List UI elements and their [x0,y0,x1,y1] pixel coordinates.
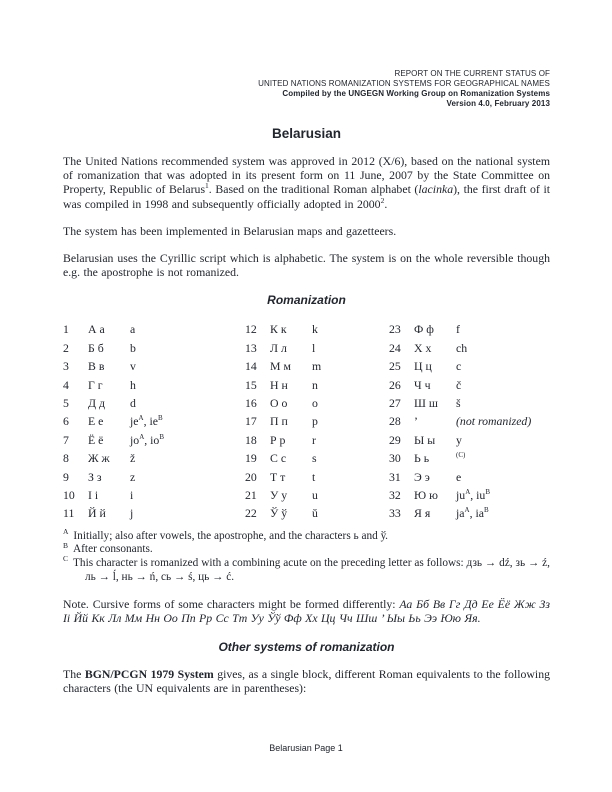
table-row [245,449,389,467]
text-segment: je [130,414,139,429]
cyrillic-letters: Ф ф [414,322,434,337]
text-segment: ), the first draft of it was compiled in 1998 and subsequently officially adopted in 2000 [63,182,551,211]
entry-number: 17 [245,414,257,429]
latin-equivalent [312,320,389,338]
entry-number: 21 [245,487,257,502]
footnote-text: Initially; also after vowels, the apostrophe, and the characters ь and ў. [73,529,388,542]
entry-number: 15 [245,377,257,392]
paragraph-implemented: The system has been implemented in Belarusian maps and gazetteers. [63,223,397,238]
romanization-heading: Romanization [267,293,346,308]
table-row [389,339,550,357]
text-segment: n [312,377,318,392]
bgn-system-name: BGN/PCGN 1979 System [84,666,214,681]
entry-number: 20 [245,469,257,484]
cyrillic-letters: Н н [270,377,288,392]
footnote-text: After consonants. [73,543,153,556]
cyrillic-letters: Б б [88,340,104,355]
table-column [389,320,550,522]
cyrillic-letters: Ы ы [414,432,436,447]
table-row [63,468,245,486]
text-segment: ja [456,506,465,521]
table-row [245,320,389,338]
superscript-ref: (C) [456,451,466,460]
text-segment: u [312,487,318,502]
entry-number: 32 [389,487,401,502]
entry-number: 30 [389,451,401,466]
latin-equivalent [130,449,245,467]
cyrillic-letters: Ч ч [414,377,431,392]
italic-text: (not romanized) [456,414,532,429]
cyrillic-letters: Э э [414,469,430,484]
cyrillic-letters: А а [88,322,105,337]
latin-equivalent [130,504,245,522]
cyrillic-letters: ’ [414,414,418,429]
note-cyrillic-list: Аа Бб Вв Гг Дд Ее Ёё Жж Зз Іі Йй Кк Лл Мм Нн Оо Пп Рр Сс Тт Уу Ўў Фф Хх Цц Чч Шш ’ Ыы Ьь Ээ Юю Яя. [63,597,550,626]
table-row [389,357,550,375]
entry-number: 3 [63,359,69,374]
paragraph-cyrillic: Belarusian uses the Cyrillic script which is alphabetic. The system is on the whole reversible though e.g. the apostrophe is not romanized. [63,251,550,280]
table-row [389,394,550,412]
entry-number: 8 [63,451,69,466]
entry-number: 27 [389,395,401,410]
text-segment: v [130,359,136,374]
entry-number: 26 [389,377,401,392]
text-segment: m [312,359,322,374]
entry-number: 16 [245,395,257,410]
entry-number: 11 [63,506,75,521]
latin-equivalent [456,468,550,486]
table-row [389,504,550,522]
text-segment: j [130,506,134,521]
cyrillic-letters: Г г [88,377,103,392]
table-row [63,376,245,394]
entry-number: 24 [389,340,401,355]
latin-equivalent [130,412,245,430]
table-row [245,357,389,375]
superscript-ref: A [138,414,144,423]
footnote-text: This character is romanized with a combining acute on the preceding letter as follows: дзь → dź, зь → ź, ль → ĺ, нь → ń, сь → ś, ць → ć. [73,556,550,583]
text-segment: ch [456,340,468,355]
footnote-marker: A [63,526,69,536]
text-segment: f [456,322,460,337]
footnote [63,540,550,557]
text-segment: c [456,359,462,374]
cyrillic-letters: Ж ж [88,451,110,466]
entry-number: 13 [245,340,257,355]
entry-number: 25 [389,359,401,374]
entry-number: 4 [63,377,69,392]
table-row [245,376,389,394]
cyrillic-letters: Р р [270,432,286,447]
latin-equivalent [130,486,245,504]
entry-number: 19 [245,451,257,466]
table-row [389,376,550,394]
entry-number: 29 [389,432,401,447]
table-row [245,394,389,412]
text-segment: . [384,196,388,211]
latin-equivalent [456,486,550,504]
superscript-ref: B [158,414,163,423]
romanization-table [63,320,550,522]
entry-number: 28 [389,414,401,429]
table-row [389,412,550,430]
latin-equivalent [456,431,550,449]
table-row [245,431,389,449]
text-segment: , iu [470,487,486,502]
text-segment: , ia [469,506,484,521]
text-segment: , ie [143,414,158,429]
text-segment: The United Nations recommended system was approved in 2012 (X/6), based on the national system of romanization that was adopted in its present form on 11 June, 2007 by the State Committee on Property, Republic of Belarus [63,154,550,197]
latin-equivalent [312,339,389,357]
text-segment: , io [144,432,160,447]
latin-equivalent [312,486,389,504]
latin-equivalent [130,357,245,375]
table-row [63,394,245,412]
cyrillic-letters: Е е [88,414,104,429]
entry-number: 22 [245,506,257,521]
table-row [63,431,245,449]
latin-equivalent [130,468,245,486]
entry-number: 14 [245,359,257,374]
entry-number: 33 [389,506,401,521]
latin-equivalent [456,376,550,394]
text-segment: š [456,395,461,410]
latin-equivalent [312,431,389,449]
cyrillic-letters: Ў ў [270,506,288,521]
table-row [63,504,245,522]
cyrillic-letters: Т т [270,469,286,484]
entry-number: 18 [245,432,257,447]
latin-equivalent [312,357,389,375]
footnote-marker: C [63,554,69,564]
cyrillic-letters: Д д [88,395,105,410]
cyrillic-letters: У у [270,487,288,502]
text-segment: ž [130,451,136,466]
text-segment: The [63,666,85,681]
header-line: Compiled by the UNGEGN Working Group on Romanization Systems [282,89,550,98]
text-segment: č [456,377,462,392]
superscript-ref: A [139,432,145,441]
cyrillic-letters: Ю ю [414,487,438,502]
cyrillic-letters: П п [270,414,288,429]
cyrillic-letters: Ц ц [414,359,432,374]
page-footer: Belarusian Page 1 [269,743,343,753]
latin-equivalent [312,394,389,412]
latin-equivalent [456,320,550,338]
italic-lacinka: lacinka [418,182,454,197]
cyrillic-letters: Я я [414,506,431,521]
table-row [245,468,389,486]
header-line: Version 4.0, February 2013 [446,99,550,108]
table-row [63,357,245,375]
footnote-ref-2: 2 [380,195,385,205]
cyrillic-letters: Х х [414,340,432,355]
text-segment: e [456,469,462,484]
table-row [63,339,245,357]
text-segment: gives, as a single block, different Roman equivalents to the following characters (the UN equivalents are in parentheses): [63,666,551,695]
latin-equivalent [312,449,389,467]
latin-equivalent [312,412,389,430]
text-segment: l [312,340,316,355]
text-segment: z [130,469,136,484]
table-row [389,486,550,504]
cyrillic-letters: Ь ь [414,451,430,466]
cyrillic-letters: М м [270,359,291,374]
footnotes [63,526,550,584]
footnote-ref-1: 1 [205,181,209,191]
paragraph-approval [63,154,550,211]
cyrillic-letters: К к [270,322,287,337]
cyrillic-letters: О о [270,395,288,410]
entry-number: 12 [245,322,257,337]
entry-number: 23 [389,322,401,337]
table-row [389,468,550,486]
cyrillic-letters: Л л [270,340,287,355]
entry-number: 10 [63,487,75,502]
cyrillic-letters: Ё ё [88,432,104,447]
text-segment: a [130,322,136,337]
latin-equivalent [456,357,550,375]
table-row [389,320,550,338]
table-row [63,449,245,467]
text-segment: ju [456,487,466,502]
latin-equivalent [312,504,389,522]
note-paragraph [63,597,550,625]
latin-equivalent [456,449,550,467]
text-segment: o [312,395,318,410]
text-segment: ŭ [312,506,318,521]
footnote-marker: B [63,540,69,550]
table-row [245,412,389,430]
cyrillic-letters: Й й [88,506,106,521]
latin-equivalent [312,468,389,486]
text-segment: i [130,487,134,502]
text-segment: s [312,451,317,466]
text-segment: k [312,322,318,337]
table-row [389,431,550,449]
text-segment: b [130,340,136,355]
table-row [389,449,550,467]
latin-equivalent [130,431,245,449]
header-line: UNITED NATIONS ROMANIZATION SYSTEMS FOR GEOGRAPHICAL NAMES [258,79,550,88]
text-segment: d [130,395,136,410]
table-row [63,412,245,430]
table-column [63,320,245,522]
report-header [63,69,550,109]
entry-number: 2 [63,340,69,355]
table-row [245,486,389,504]
footnote [63,554,550,584]
cyrillic-letters: Ш ш [414,395,438,410]
page-title: Belarusian [271,126,342,141]
other-systems-heading: Other systems of romanization [218,639,395,654]
latin-equivalent [312,376,389,394]
text-segment: jo [130,432,140,447]
text-segment: h [130,377,136,392]
latin-equivalent [130,339,245,357]
cyrillic-letters: З з [88,469,102,484]
entry-number: 5 [63,395,69,410]
table-column [245,320,389,522]
text-segment: p [312,414,318,429]
superscript-ref: B [484,506,489,515]
entry-number: 9 [63,469,69,484]
header-line: REPORT ON THE CURRENT STATUS OF [394,69,550,78]
text-segment: r [312,432,316,447]
cyrillic-letters: В в [88,359,105,374]
latin-equivalent [456,394,550,412]
latin-equivalent [456,504,550,522]
table-row [245,504,389,522]
superscript-ref: A [464,506,470,515]
table-row [63,486,245,504]
table-row [63,320,245,338]
text-segment: t [312,469,316,484]
footnote [63,526,550,544]
latin-equivalent [456,339,550,357]
entry-number: 6 [63,414,69,429]
entry-number: 1 [63,322,69,337]
text-segment: y [456,432,462,447]
table-row [245,339,389,357]
latin-equivalent [130,320,245,338]
text-segment: . Based on the traditional Roman alphabet ( [208,182,419,197]
bgn-paragraph [63,667,550,695]
latin-equivalent [130,376,245,394]
entry-number: 31 [389,469,401,484]
note-lead: Note. Cursive forms of some characters might be formed differently: [63,597,400,612]
latin-equivalent [130,394,245,412]
superscript-ref: B [485,488,490,497]
cyrillic-letters: І і [88,487,99,502]
cyrillic-letters: С с [270,451,287,466]
entry-number: 7 [63,432,69,447]
latin-equivalent [456,412,550,430]
superscript-ref: A [465,488,471,497]
superscript-ref: B [159,432,164,441]
